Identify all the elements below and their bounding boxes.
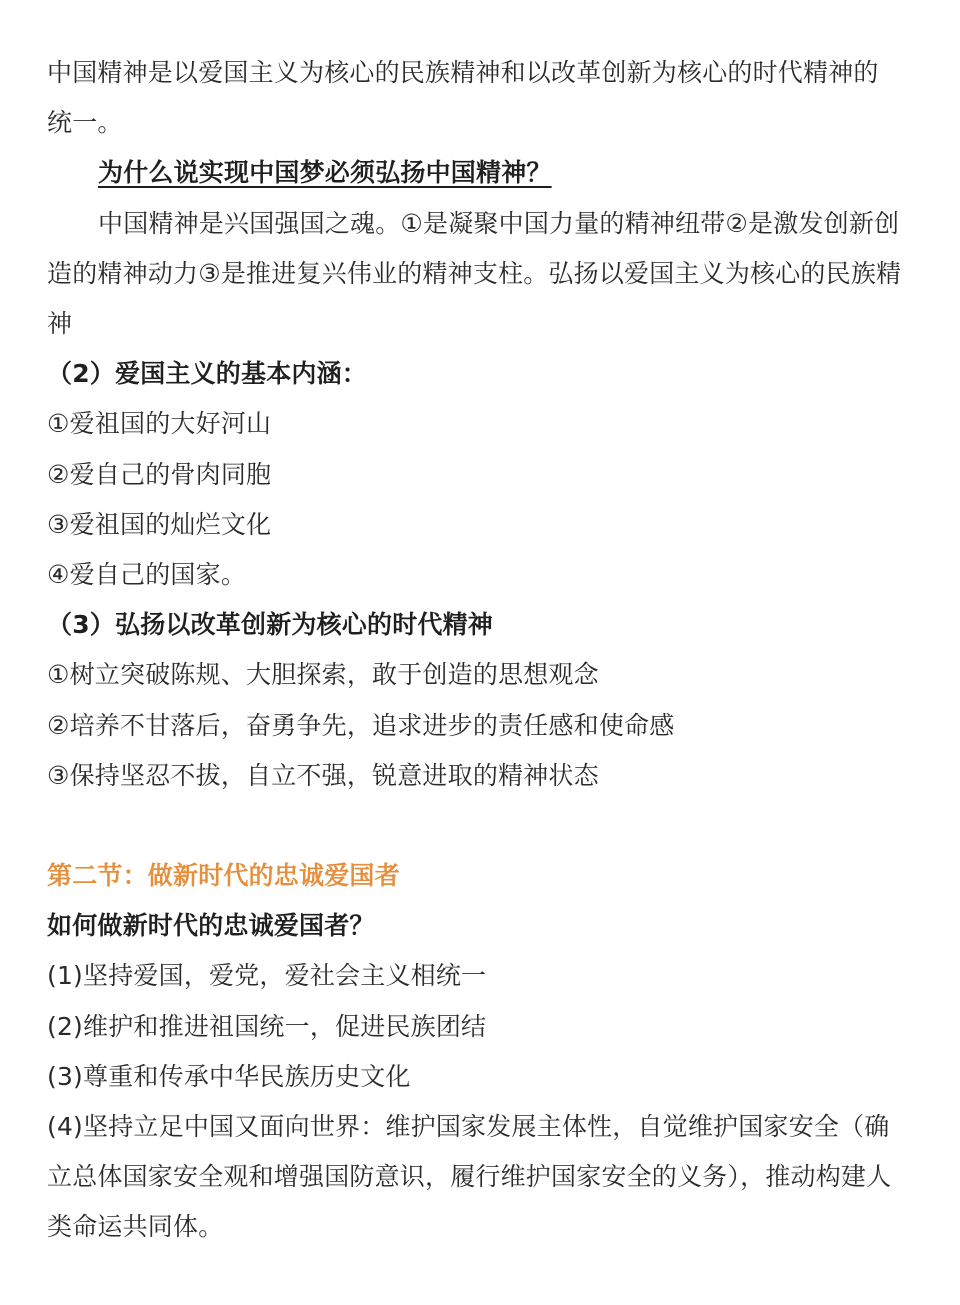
list-item: (2)维护和推进祖国统一，促进民族团结	[47, 1011, 487, 1041]
question-heading-text: 为什么说实现中国梦必须弘扬中国精神？	[98, 158, 552, 188]
answer-line-2: 造的精神动力③是推进复兴伟业的精神支柱。弘扬以爱国主义为核心的民族精	[47, 258, 902, 288]
list-item: ④爱自己的国家。	[47, 560, 247, 590]
section-heading-innovation: （3）弘扬以改革创新为核心的时代精神	[47, 610, 493, 640]
list-item: ③爱祖国的灿烂文化	[47, 509, 272, 539]
section-heading-patriotism: （2）爱国主义的基本内涵：	[47, 359, 367, 389]
section-spacer	[47, 801, 914, 851]
intro-line-1: 中国精神是以爱国主义为核心的民族精神和以改革创新为核心的时代精神的	[47, 58, 879, 87]
list-item: (1)坚持爱国，爱党，爱社会主义相统一	[47, 961, 487, 991]
intro-line-2: 统一。	[47, 108, 123, 138]
list-item-4-line-1: (4)坚持立足中国又面向世界：维护国家发展主体性，自觉维护国家安全（确	[47, 1112, 890, 1142]
chapter-title: 第二节：做新时代的忠诚爱国者	[47, 861, 400, 891]
chapter-question: 如何做新时代的忠诚爱国者？	[47, 911, 375, 941]
list-item-4-line-3: 类命运共同体。	[47, 1212, 224, 1242]
list-item: (3)尊重和传承中华民族历史文化	[47, 1061, 411, 1091]
answer-line-1: 中国精神是兴国强国之魂。①是凝聚中国力量的精神纽带②是激发创新创	[98, 208, 900, 238]
list-item: ①树立突破陈规、大胆探索，敢于创造的思想观念	[47, 660, 599, 690]
list-item: ②爱自己的骨肉同胞	[47, 459, 272, 489]
list-item: ②培养不甘落后，奋勇争先，追求进步的责任感和使命感	[47, 710, 675, 740]
list-item-4-line-2: 立总体国家安全观和增强国防意识，履行维护国家安全的义务），推动构建人	[47, 1162, 892, 1192]
answer-line-3: 神	[47, 309, 73, 339]
list-item: ③保持坚忍不拔，自立不强，锐意进取的精神状态	[47, 760, 599, 790]
question-heading	[47, 148, 914, 198]
list-item: ①爱祖国的大好河山	[47, 409, 272, 439]
